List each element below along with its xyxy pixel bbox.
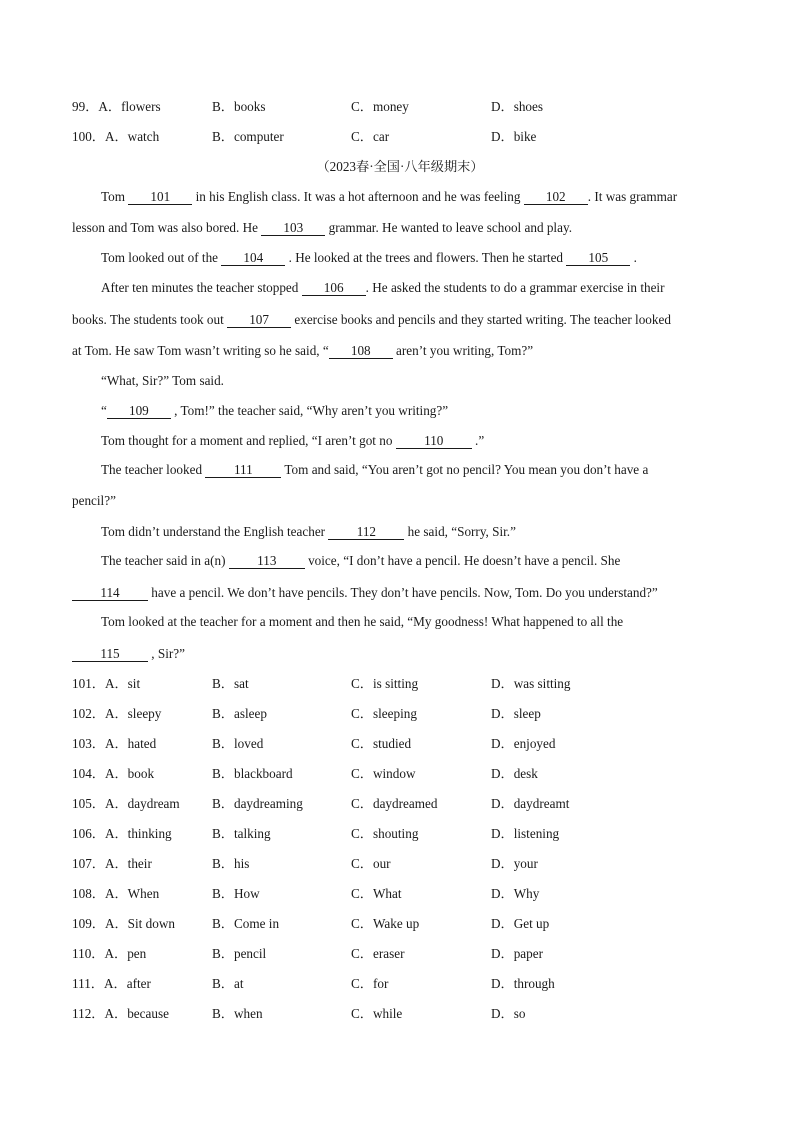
- passage-line-10: The teacher looked 111 Tom and said, “You aren’t got no pencil? You mean you don’t have a: [101, 462, 649, 477]
- passage-line-2: lesson and Tom was also bored. He 103 grammar. He wanted to leave school and play.: [72, 220, 572, 235]
- question-number: 108．: [72, 886, 105, 901]
- option-b: B．when: [212, 1006, 263, 1021]
- option-d: D．daydreamt: [491, 796, 570, 811]
- question-number: 103．: [72, 736, 105, 751]
- question-number: 102．: [72, 706, 105, 721]
- option-b: B．computer: [212, 129, 284, 144]
- option-b: B．blackboard: [212, 766, 293, 781]
- option-b: B．talking: [212, 826, 271, 841]
- option-b: B．at: [212, 976, 244, 991]
- option-a: 111．A．after: [72, 976, 151, 991]
- option-b: B．loved: [212, 736, 264, 751]
- option-b: B．sat: [212, 676, 249, 691]
- option-b: B．Come in: [212, 916, 280, 931]
- option-c: C．while: [351, 1006, 403, 1021]
- option-c: C．shouting: [351, 826, 419, 841]
- passage-line-9: Tom thought for a moment and replied, “I aren’t got no 110 .”: [101, 433, 485, 448]
- option-a: 100．A．watch: [72, 129, 160, 144]
- question-number: 104．: [72, 766, 105, 781]
- option-a: 107．A．their: [72, 856, 152, 871]
- section-heading: （2023春·全国·八年级期末）: [316, 159, 484, 174]
- option-c: C．money: [351, 99, 409, 114]
- option-a: 99．A．flowers: [72, 99, 161, 114]
- option-b: B．books: [212, 99, 266, 114]
- option-d: D．desk: [491, 766, 538, 781]
- option-b: B．his: [212, 856, 250, 871]
- option-a: 108．A．When: [72, 886, 160, 901]
- option-b: B．daydreaming: [212, 796, 303, 811]
- question-number: 100．: [72, 129, 105, 144]
- question-number: 109．: [72, 916, 105, 931]
- option-c: C．car: [351, 129, 390, 144]
- option-a: 101．A．sit: [72, 676, 141, 691]
- option-c: C．is sitting: [351, 676, 419, 691]
- option-d: D．was sitting: [491, 676, 571, 691]
- option-c: C．What: [351, 886, 402, 901]
- blank-108: 108: [329, 343, 393, 359]
- blank-115: 115: [72, 646, 148, 662]
- passage-line-13: The teacher said in a(n) 113 voice, “I don’t have a pencil. He doesn’t have a pencil. She: [101, 553, 621, 568]
- option-d: D．shoes: [491, 99, 544, 114]
- option-a: 102．A．sleepy: [72, 706, 162, 721]
- option-a: 110．A．pen: [72, 946, 147, 961]
- question-number: 110．: [72, 946, 105, 961]
- blank-103: 103: [261, 220, 325, 236]
- option-c: C．studied: [351, 736, 412, 751]
- option-a: 103．A．hated: [72, 736, 157, 751]
- question-number: 112．: [72, 1006, 105, 1021]
- question-number: 111．: [72, 976, 104, 991]
- passage-line-14: 114 have a pencil. We don’t have pencils. They don’t have pencils. Now, Tom. Do you understand?”: [72, 583, 658, 603]
- option-d: D．Get up: [491, 916, 550, 931]
- blank-106: 106: [302, 280, 366, 296]
- question-number: 107．: [72, 856, 105, 871]
- option-c: C．sleeping: [351, 706, 417, 721]
- question-number: 99．: [72, 99, 99, 114]
- blank-114: 114: [72, 585, 148, 601]
- passage-line-7: “What, Sir?” Tom said.: [101, 373, 224, 388]
- passage-line-4: After ten minutes the teacher stopped 106 . He asked the students to do a grammar exercise in their: [101, 280, 665, 295]
- blank-112: 112: [328, 524, 404, 540]
- option-c: C．our: [351, 856, 391, 871]
- blank-109: 109: [107, 403, 171, 419]
- option-d: D．sleep: [491, 706, 541, 721]
- passage-line-11: pencil?”: [72, 493, 116, 508]
- question-number: 101．: [72, 676, 105, 691]
- option-b: B．pencil: [212, 946, 267, 961]
- option-d: D．your: [491, 856, 538, 871]
- blank-110: 110: [396, 433, 472, 449]
- question-number: 106．: [72, 826, 105, 841]
- option-d: D．so: [491, 1006, 526, 1021]
- blank-101: 101: [128, 189, 192, 205]
- blank-104: 104: [221, 250, 285, 266]
- option-a: 112．A．because: [72, 1006, 169, 1021]
- option-a: 109．A．Sit down: [72, 916, 175, 931]
- option-a: 106．A．thinking: [72, 826, 172, 841]
- option-a: 104．A．book: [72, 766, 155, 781]
- passage-line-3: Tom looked out of the 104 . He looked at the trees and flowers. Then he started 105 .: [101, 250, 637, 265]
- option-d: D．listening: [491, 826, 560, 841]
- question-number: 105．: [72, 796, 105, 811]
- passage-line-1: Tom 101 in his English class. It was a hot afternoon and he was feeling 102 . It was grammar: [101, 189, 678, 204]
- blank-111: 111: [205, 462, 281, 478]
- option-b: B．asleep: [212, 706, 267, 721]
- option-d: D．paper: [491, 946, 543, 961]
- option-c: C．daydreamed: [351, 796, 438, 811]
- option-c: C．Wake up: [351, 916, 420, 931]
- passage-line-5: books. The students took out 107 exercise books and pencils and they started writing. The teacher looked: [72, 312, 671, 327]
- option-d: D．through: [491, 976, 555, 991]
- blank-107: 107: [227, 312, 291, 328]
- passage-line-8: “ 109 , Tom!” the teacher said, “Why aren’t you writing?”: [101, 403, 449, 418]
- passage-line-15: Tom looked at the teacher for a moment and then he said, “My goodness! What happened to all the: [101, 614, 624, 629]
- option-b: B．How: [212, 886, 260, 901]
- option-c: C．for: [351, 976, 389, 991]
- passage-line-12: Tom didn’t understand the English teacher 112 he said, “Sorry, Sir.”: [101, 524, 516, 539]
- option-d: D．bike: [491, 129, 537, 144]
- option-c: C．window: [351, 766, 416, 781]
- blank-102: 102: [524, 189, 588, 205]
- option-c: C．eraser: [351, 946, 405, 961]
- passage-line-6: at Tom. He saw Tom wasn’t writing so he said, “ 108 aren’t you writing, Tom?”: [72, 343, 534, 358]
- passage-line-16: 115 , Sir?”: [72, 644, 185, 664]
- blank-113: 113: [229, 553, 305, 569]
- blank-105: 105: [566, 250, 630, 266]
- option-d: D．Why: [491, 886, 540, 901]
- option-d: D．enjoyed: [491, 736, 556, 751]
- option-a: 105．A．daydream: [72, 796, 180, 811]
